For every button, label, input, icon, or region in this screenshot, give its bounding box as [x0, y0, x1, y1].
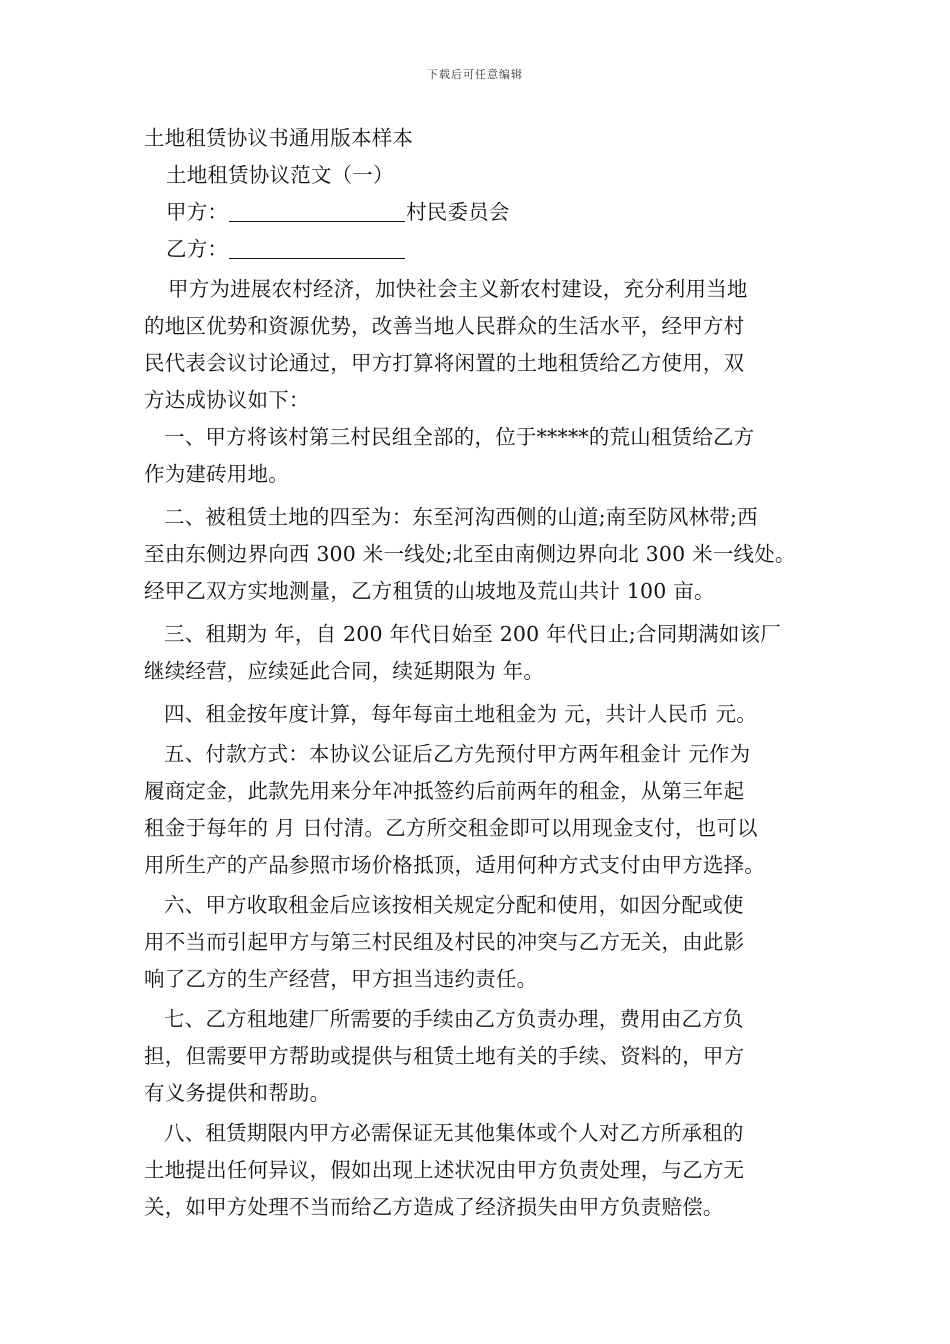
text-line: 的地区优势和资源优势，改善当地人民群众的生活水平，经甲方村 [144, 314, 745, 338]
text-line: 担，但需要甲方帮助或提供与租赁土地有关的手续、资料的，甲方 [144, 1044, 745, 1068]
party-a-suffix: 村民委员会 [406, 200, 510, 224]
party-a-line [144, 194, 806, 231]
text-line: 履商定金，此款先用来分年冲抵签约后前两年的租金，从第三年起 [144, 779, 745, 803]
text-line: 用不当而引起甲方与第三村民组及村民的冲突与乙方无关，由此影 [144, 930, 745, 954]
document-title: 土地租赁协议书通用版本样本 [144, 126, 414, 150]
document-body [144, 120, 806, 1226]
text-line: 土地提出任何异议，假如出现上述状况由甲方负责处理，与乙方无 [144, 1158, 745, 1182]
party-a-label: 甲方： [166, 200, 229, 224]
paragraph-intro [144, 271, 806, 419]
paragraph-clause-7 [144, 1001, 806, 1112]
party-b-line [144, 231, 806, 268]
paragraph-clause-6 [144, 887, 806, 998]
text-line: 三、租期为 年，自 200 年代日始至 200 年代日止;合同期满如该厂 [164, 622, 781, 646]
text-line: 经甲乙双方实地测量，乙方租赁的山坡地及荒山共计 100 亩。 [144, 579, 715, 603]
paragraph-clause-8 [144, 1115, 806, 1226]
document-subtitle: 土地租赁协议范文（一） [166, 163, 394, 187]
paragraph-clause-2 [144, 499, 806, 610]
party-a-blank [229, 199, 405, 222]
text-line: 民代表会议讨论通过，甲方打算将闲置的土地租赁给乙方使用，双 [144, 351, 745, 375]
text-line: 至由东侧边界向西 300 米一线处;北至由南侧边界向北 300 米一线处。 [144, 542, 796, 566]
party-b-blank [229, 236, 405, 259]
text-line: 租金于每年的 月 日付清。乙方所交租金即可以用现金支付，也可以 [144, 816, 758, 840]
text-line: 有义务提供和帮助。 [144, 1081, 331, 1105]
paragraph-clause-5 [144, 736, 806, 884]
text-line: 关，如甲方处理不当而给乙方造成了经济损失由甲方负责赔偿。 [144, 1195, 724, 1219]
page-header: 下载后可任意编辑 [427, 68, 523, 81]
paragraph-clause-3 [144, 616, 806, 690]
text-line: 五、付款方式：本协议公证后乙方先预付甲方两年租金计 元作为 [164, 742, 751, 766]
text-line: 七、乙方租地建厂所需要的手续由乙方负责办理，费用由乙方负 [164, 1007, 744, 1031]
text-line: 一、甲方将该村第三村民组全部的，位于*****的荒山租赁给乙方 [164, 425, 755, 449]
text-line: 作为建砖用地。 [144, 462, 289, 486]
text-line: 八、租赁期限内甲方必需保证无其他集体或个人对乙方所承租的 [164, 1121, 744, 1145]
party-b-label: 乙方： [166, 237, 229, 261]
paragraph-clause-1 [144, 419, 806, 493]
text-line: 六、甲方收取租金后应该按相关规定分配和使用，如因分配或使 [164, 893, 744, 917]
text-line: 四、租金按年度计算，每年每亩土地租金为 元，共计人民币 元。 [164, 702, 758, 726]
text-line: 二、被租赁土地的四至为：东至河沟西侧的山道;南至防风林带;西 [164, 505, 758, 529]
text-line: 用所生产的产品参照市场价格抵顶，适用何种方式支付由甲方选择。 [144, 853, 765, 877]
text-line: 甲方为进展农村经济，加快社会主义新农村建设，充分利用当地 [168, 277, 748, 301]
text-line: 响了乙方的生产经营，甲方担当违约责任。 [144, 967, 538, 991]
paragraph-clause-4 [144, 696, 806, 733]
text-line: 继续经营，应续延此合同，续延期限为 年。 [144, 659, 545, 683]
text-line: 方达成协议如下： [144, 388, 310, 412]
